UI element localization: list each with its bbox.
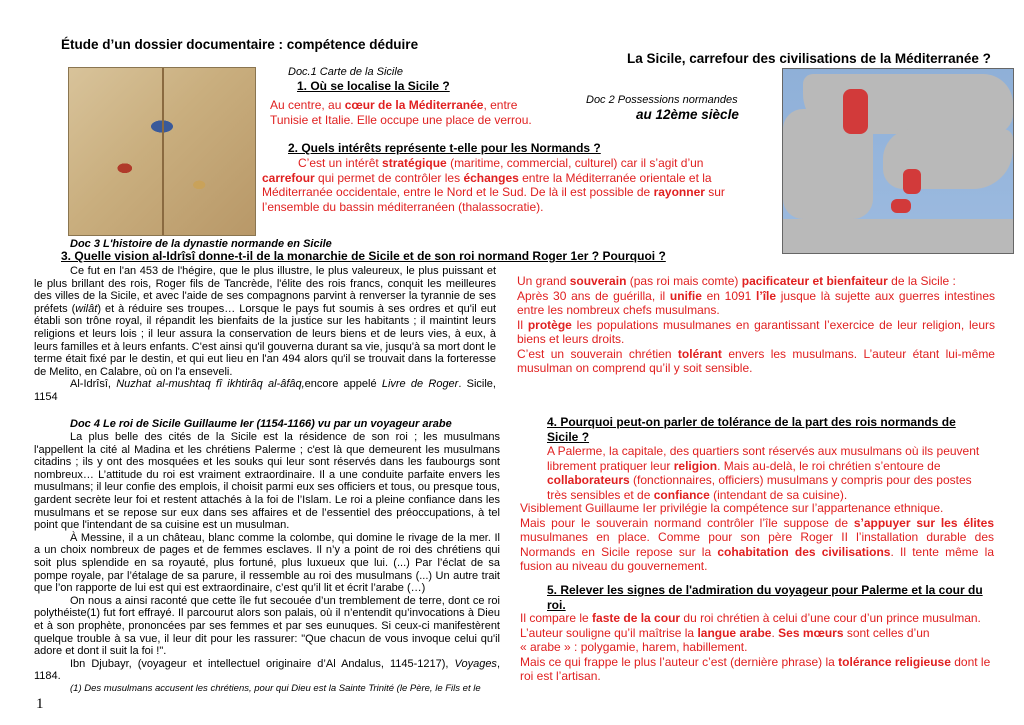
doc4-source-2: Voyages (454, 657, 497, 670)
q3-a7: unifie (669, 288, 702, 303)
q2-a9: sur l’ensemble du bassin méditerranéen (thalassocratie). (262, 185, 725, 214)
q3-a10: jusque là sujette aux guerres intestines entre les nombreux chefs musulmans. (517, 288, 995, 317)
q5-a8: sont celles d’un (843, 625, 930, 640)
q3-a16: envers les musulmans. L’auteur étant lui-même musulman on comprend qu’il y soit sensible. (517, 346, 995, 375)
q5-a9: « arabe » : polygamie, harem, habillement. (520, 640, 748, 654)
page-title: Étude d’un dossier documentaire : compétence déduire (61, 37, 419, 52)
q5-a4: L’auteur souligne qu’il maîtrise la (520, 625, 698, 640)
doc3-source-3: encore appelé (304, 378, 382, 391)
q2-question: 2. Quels intérêts représente t-elle pour les Normands ? (288, 141, 601, 155)
q5-a10: Mais ce qui frappe le plus l’auteur c’est (dernière phrase) la (520, 654, 839, 669)
q4-question: 4. Pourquoi peut-on parler de tolérance de la part des rois normands de Sicile ? (547, 415, 956, 444)
q2-a4: carrefour (262, 170, 315, 185)
q1-answer (270, 98, 550, 127)
page-number: 1 (36, 696, 44, 712)
q1-a2: cœur de la Méditerranée (344, 98, 484, 112)
q5-a11: tolérance religieuse (838, 654, 951, 669)
q5-a6: . (771, 625, 779, 640)
q4-a9: Mais pour le souverain normand contrôler l’île suppose de (520, 515, 854, 530)
q3-a5: de la Sicile : (887, 274, 956, 288)
q3-question: 3. Quelle vision al-Idrîsî donne-t-il de la monarchie de Sicile et de son roi normand Roger 1er ? Pourquoi ? (61, 249, 666, 263)
q3-a11: Il (517, 317, 528, 332)
q3-answer (517, 274, 995, 376)
q5-a7: Ses mœurs (778, 625, 844, 640)
doc4-p3: On nous a ainsi raconté que cette île fut secouée d’un tremblement de terre, dont ce roi polythéiste(1) fut fort effrayé. Il parcourut alors son palais, où il n’entendit qu’invocations à Dieu et à son prophète, prononcées par ses femmes et par ses eunuques. Si ceux-ci manifestèrent quelque trouble à sa vue, il leur dit pour les rassurer: "Que chacun de vous invoque celui qu'il adore et dont il suit la foi !". (34, 594, 500, 658)
q5-question: 5. Relever les signes de l'admiration du voyageur pour Palerme et la cour du roi. (547, 583, 983, 612)
q3-a8: en 1091 (701, 288, 757, 303)
doc1-caption: Doc.1 Carte de la Sicile (288, 66, 403, 78)
q4-a11: musulmanes en place. Comme pour son père Roger II l’installation durable des Normands en Sicile repose sur la (520, 530, 994, 559)
q4-a1: A Palerme, la capitale, des quartiers sont réservés aux musulmans où ils peuvent librement pratiquer leur (547, 444, 980, 473)
q2-answer (262, 156, 738, 214)
q4-a13: . Il tente même la fusion au niveau du gouvernement. (520, 544, 994, 573)
doc3-text-b: ) et à réduire ses troupes… Lorsque le pays fut soumis à ses ordres et qu'il eut établi son trône royal, il répandit les bienfaits de la justice sur les habitants ; il maintint leurs religions et leurs lois ; il leur assura la conservation de leurs biens et de leurs vies, à eux, à leurs familles et à leurs enfants. C'est ainsi qu'il gouverna durant sa vie, jusqu'à sa mort dont le terme était fixé par le destin, et qui eut lieu en l'an 494 alors qu'il se trouvait dans la forteresse de Melito, en Calabre, où on l'a enseveli. (34, 302, 496, 378)
q4-a3: . Mais au-delà, le roi chrétien s’entoure de (717, 458, 941, 473)
doc3-text (34, 265, 496, 404)
q3-a2: souverain (569, 274, 627, 288)
doc4-source (34, 658, 500, 683)
doc3-source-5: . Sicile, 1154 (34, 378, 496, 403)
q1-question: 1. Où se localise la Sicile ? (297, 79, 450, 93)
doc3-wilat: wilât (75, 302, 98, 315)
doc4-source-3: , 1184. (34, 657, 500, 683)
doc2-century: au 12ème siècle (636, 107, 739, 122)
q4-answer-b (520, 501, 994, 574)
q4-a10: s’appuyer sur les élites (853, 515, 994, 530)
q3-a1: Un grand (517, 274, 570, 288)
q4-a5: (fonctionnaires, officiers) musulmans y compris pour des postes très sensibles et de (547, 473, 972, 502)
doc3-source-4: Livre de Roger (381, 378, 459, 391)
q1-a3: , entre Tunisie et Italie. Elle occupe une place de verrou. (270, 98, 532, 127)
q3-a4: pacificateur et bienfaiteur (741, 274, 888, 288)
doc4-text (34, 431, 500, 694)
doc2-map-image (782, 68, 1014, 254)
q2-a6: échanges (463, 170, 519, 185)
q5-answer (520, 611, 998, 684)
page-subtitle: La Sicile, carrefour des civilisations de la Méditerranée ? (627, 51, 991, 66)
q3-a9: l’île (756, 288, 777, 303)
q3-a13: les populations musulmanes en garantissant l’exercice de leur religion, leurs biens et leurs droits. (517, 317, 995, 346)
q4-a7: (intendant de sa cuisine). (709, 487, 848, 502)
q2-a3: (maritime, commercial, culturel) car il s’agit d’un (446, 156, 704, 170)
q3-a3: (pas roi mais comte) (626, 274, 742, 288)
q2-a8: rayonner (653, 185, 705, 199)
doc2-caption: Doc 2 Possessions normandes (586, 94, 738, 106)
q4-a8: Visiblement Guillaume Ier privilégie la compétence sur l’appartenance ethnique. (520, 501, 944, 515)
q2-a7: entre la Méditerranée orientale et la Méditerranée occidentale, entre le Nord et le Sud. De là il est possible de (262, 170, 712, 199)
q3-a14: C’est un souverain chrétien (517, 346, 678, 361)
q2-a5: qui permet de contrôler les (314, 170, 464, 185)
q4-a2: religion (673, 458, 718, 473)
doc4-source-1: Ibn Djubayr, (voyageur et intellectuel originaire d’Al Andalus, 1145-1217), (70, 657, 455, 670)
q3-a6: Après 30 ans de guérilla, il (517, 288, 670, 303)
doc3-source-2: Nuzhat al-mushtaq fî ikhtirâq al-âfâq, (116, 378, 305, 391)
q5-a12: dont le roi est l’artisan. (520, 654, 991, 683)
q2-a2: stratégique (382, 156, 447, 170)
doc3-caption: Doc 3 L'histoire de la dynastie normande en Sicile (70, 238, 332, 250)
doc3-text-a: Ce fut en l'an 453 de l'hégire, que le plus illustre, le plus valeureux, le plus puissant et le plus brillant des rois, Roger fils de Tancrède, l'élite des rois francs, conquit les meilleures des villes de la Sicile, et avec l'aide de ses compagnons parvint à renverser la tyrannie de ses préfets ( (34, 265, 496, 315)
q4-answer-a (547, 444, 987, 502)
doc3-source-1: Al-Idrîsî, (70, 378, 117, 391)
doc4-p2: À Messine, il a un château, blanc comme la colombe, qui domine le rivage de la mer. Il a un choix nombreux de pages et de femmes esclaves. Il n’y a point de roi des chrétiens qui soit plus splendide en sa royauté, plus fortuné, plus luxueux que lui. (...) Par l’éclat de sa pompe royale, par l’étalage de sa parure, il ressemble au roi des musulmans (...) Un autre trait que l’on rapporte de lui est qui est extraordinaire, c’est qu’il lit et écrit l’arabe (…) (34, 531, 500, 595)
q5-a2: faste de la cour (592, 611, 681, 625)
doc4-caption: Doc 4 Le roi de Sicile Guillaume Ier (1154-1166) vu par un voyageur arabe (70, 418, 452, 430)
q5-a3: du roi chrétien à celui d’une cour d’un prince musulman. (680, 611, 981, 625)
q1-a1: Au centre, au (270, 98, 345, 112)
q4-a12: cohabitation des civilisations (717, 544, 891, 559)
q3-a12: protège (527, 317, 572, 332)
q5-a5: langue arabe (697, 625, 772, 640)
q5-a1: Il compare le (520, 611, 593, 625)
doc4-footnote: (1) Des musulmans accusent les chrétiens, pour qui Dieu est la Sainte Trinité (le Père, le Fils et le (70, 682, 481, 694)
q2-a1: C’est un intérêt (298, 156, 383, 170)
q3-a15: tolérant (677, 346, 722, 361)
doc1-map-image (68, 67, 256, 236)
q4-a4: collaborateurs (547, 473, 630, 487)
doc3-source (34, 378, 496, 403)
q4-a6: confiance (653, 487, 710, 502)
doc4-p1: La plus belle des cités de la Sicile est la résidence de son roi ; les musulmans l'appellent la cité al Madina et les chrétiens Palerme ; c'est là que demeurent les musulmans citadins ; ils y ont des mosquées et les souks qui leur sont réservés dans les faubourgs sont nombreux… L’attitude du roi est vraiment extraordinaire. Il a une conduite parfaite envers les musulmans; il leur confie des emplois, il choisit parmi eux ses officiers et tous, ou presque tous, gardent secrète leur foi et restent attachés à la foi de l’Islam. Le roi a pleine confiance dans les musulmans et se repose sur eux dans ses affaires et de l’essentiel des préoccupations, à tel point que l'intendant de sa cuisine est un musulman. (34, 431, 500, 532)
